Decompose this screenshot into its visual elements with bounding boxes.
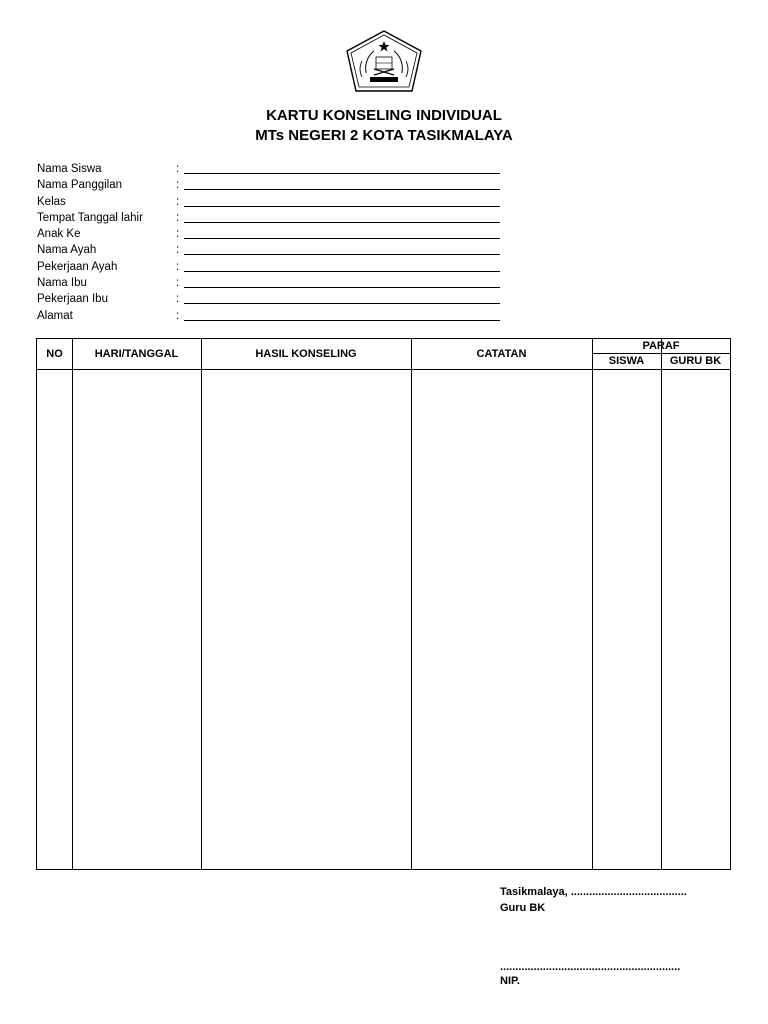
cell-paraf-guru-bk[interactable]	[662, 370, 730, 869]
field-label: Nama Siswa	[37, 163, 102, 175]
field-label: Pekerjaan Ayah	[37, 260, 118, 273]
signer-role: Guru BK	[500, 902, 546, 914]
cell-hasil-konseling[interactable]	[202, 370, 411, 869]
header-hari-tanggal: HARI/TANGGAL	[94, 348, 179, 360]
kemenag-emblem-icon	[344, 29, 424, 93]
school-name: MTs NEGERI 2 KOTA TASIKMALAYA	[255, 127, 513, 144]
cell-hari-tanggal[interactable]	[73, 370, 201, 869]
blank-line[interactable]	[184, 173, 500, 174]
place-date-line: Tasikmalaya, ......................................	[500, 886, 687, 898]
field-label: Anak Ke	[37, 228, 81, 241]
field-label: Nama Panggilan	[37, 179, 123, 192]
header-catatan: CATATAN	[476, 348, 527, 360]
cell-catatan[interactable]	[412, 370, 592, 869]
field-label: Alamat	[37, 309, 73, 322]
blank-line[interactable]	[184, 206, 500, 207]
field-label: Tempat Tanggal lahir	[37, 211, 143, 224]
header-hasil-konseling: HASIL KONSELING	[255, 348, 357, 360]
blank-line[interactable]	[184, 287, 500, 288]
field-colon: :	[176, 195, 180, 208]
cell-no[interactable]	[37, 370, 72, 869]
field-colon: :	[176, 163, 180, 175]
header-siswa: SISWA	[608, 355, 645, 367]
counseling-table	[36, 338, 731, 870]
field-label: Nama Ibu	[37, 277, 87, 290]
paraf-divider	[592, 353, 730, 354]
field-label: Kelas	[37, 195, 66, 208]
field-colon: :	[176, 277, 180, 290]
field-label: Nama Ayah	[37, 244, 97, 257]
field-colon: :	[176, 309, 180, 322]
header-guru-bk: GURU BK	[669, 355, 722, 367]
field-label: Pekerjaan Ibu	[37, 293, 108, 306]
cell-paraf-siswa[interactable]	[593, 370, 661, 869]
blank-line[interactable]	[184, 222, 500, 223]
nip-label: NIP.	[500, 975, 520, 987]
header-paraf: PARAF	[642, 340, 680, 352]
field-colon: :	[176, 244, 180, 257]
document-title: KARTU KONSELING INDIVIDUAL	[266, 107, 502, 124]
blank-line[interactable]	[184, 303, 500, 304]
header-no: NO	[46, 348, 63, 360]
blank-line[interactable]	[184, 320, 500, 321]
field-colon: :	[176, 260, 180, 273]
field-colon: :	[176, 228, 180, 241]
blank-line[interactable]	[184, 189, 500, 190]
blank-line[interactable]	[184, 254, 500, 255]
field-colon: :	[176, 293, 180, 306]
blank-line[interactable]	[184, 271, 500, 272]
blank-line[interactable]	[184, 238, 500, 239]
field-colon: :	[176, 211, 180, 224]
field-colon: :	[176, 179, 180, 192]
signature-name-line: ...........................................................	[500, 961, 681, 973]
